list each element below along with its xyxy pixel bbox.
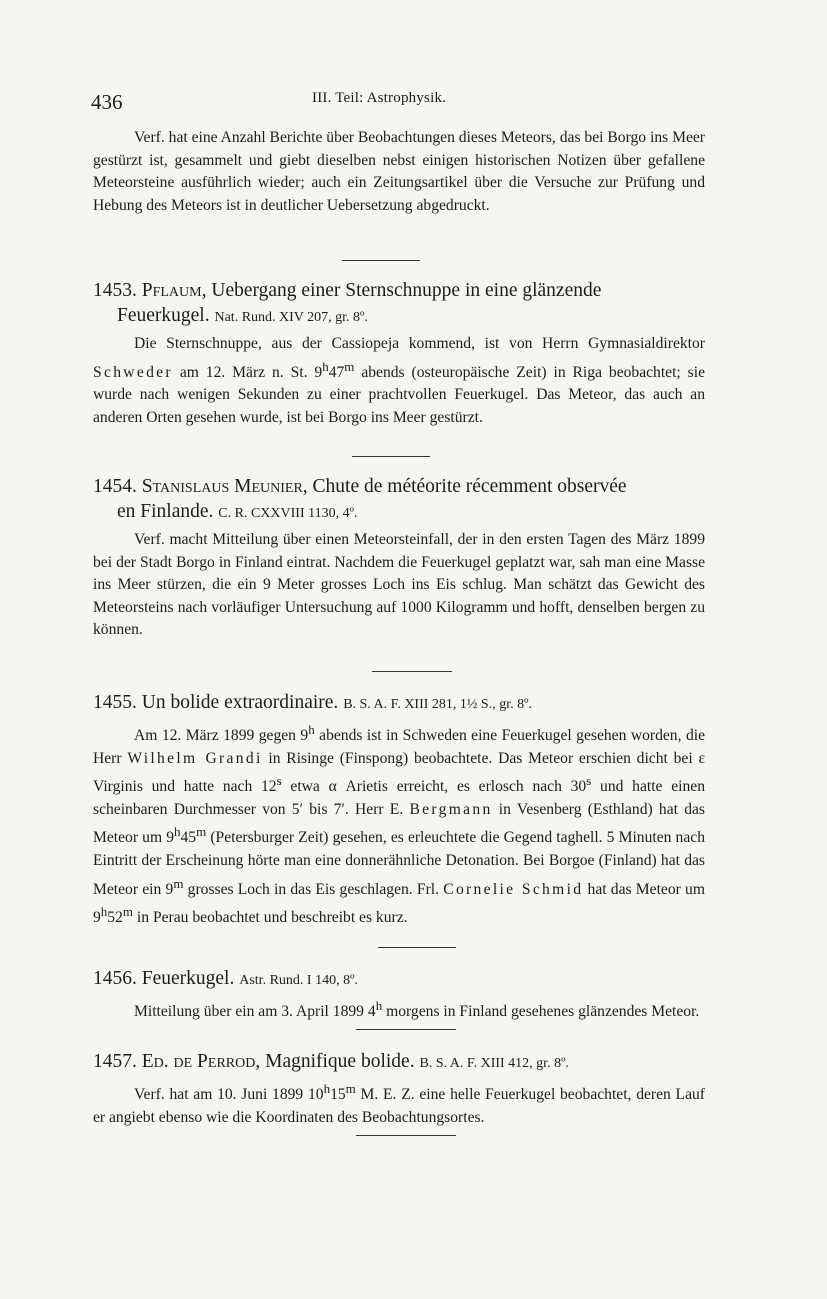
- entry-1457: [93, 1049, 705, 1129]
- person-name: Wilhelm Grandi: [127, 749, 263, 767]
- entry-body: Am 12. März 1899 gegen 9$^h$ abends ist in Schweden eine Feuerkugel gesehen worden, die Herr Wilhelm Grandi in Risinge (Finspong) beobachtete. Das Meteor erschien dicht bei ε Virginis und hatte nach 12$^s$ etwa α Arietis erreicht, es erlosch nach 30$^s$ und hatte einen scheinbaren Durchmesser von 5′ bis 7′. Herr E. Bergmann in Vesenberg (Esthland) hat das Meteor um 9$^h$45$^m$ (Petersburger Zeit) gesehen, es erleuchtete die Gegend taghell. 5 Minuten nach Eintritt der Erscheinung hörte man eine donnerähnliche Detonation. Bei Borgoe (Finland) hat das Meteor ein 9$^m$ grosses Loch in das Eis geschlagen. Frl. Cornelie Schmid hat das Meteor um 9$^h$52$^m$ in Perau beobachtet und beschreibt es kurz.: [93, 722, 706, 927]
- entry-title: Uebergang einer Sternschnuppe in eine glänzende: [211, 280, 602, 301]
- entry-author: Pflaum,: [141, 280, 207, 301]
- entry-heading: [93, 966, 705, 993]
- entry-source: Nat. Rund. XIV 207, gr. 8º.: [214, 310, 368, 325]
- page-number: 436: [91, 90, 123, 114]
- entry-heading: [93, 474, 705, 526]
- person-name: Schweder: [93, 363, 173, 381]
- entry-1453: [93, 278, 705, 429]
- section-divider: [356, 1135, 456, 1136]
- entry-heading: [93, 690, 705, 717]
- entry-number: 1455.: [93, 692, 137, 713]
- entry-title: Magnifique bolide.: [265, 1051, 415, 1072]
- entry-heading: [93, 278, 705, 330]
- entry-author: Stanislaus Meunier,: [141, 476, 308, 497]
- entry-number: 1453.: [93, 280, 137, 301]
- entry-source: Astr. Rund. I 140, 8º.: [239, 973, 358, 988]
- entry-title: Un bolide extraordinaire.: [141, 692, 339, 713]
- entry-number: 1456.: [93, 968, 137, 989]
- section-divider: [378, 947, 456, 948]
- entry-1455: [93, 690, 705, 930]
- entry-heading: [93, 1049, 705, 1076]
- entry-body: Verf. hat am 10. Juni 1899 10$^h$15$^m$ M. E. Z. eine helle Feuerkugel beobachtet, deren Lauf er angiebt ebenso wie die Koordinaten des Beobachtungsortes.: [93, 1081, 705, 1126]
- entry-title: Feuerkugel.: [141, 968, 235, 989]
- entry-body: Die Sternschnuppe, aus der Cassiopeja kommend, ist von Herrn Gymnasialdirektor Schweder am 12. März n. St. 9$^h$47$^m$ abends (osteuropäische Zeit) in Riga beobachtet; sie wurde nach wenigen Sekunden zu einer prachtvollen Feuerkugel. Das Meteor, das auch an anderen Orten gesehen wurde, ist bei Borgo ins Meer gestürzt.: [93, 335, 705, 426]
- entry-source: C. R. CXXVIII 1130, 4º.: [218, 506, 358, 521]
- section-divider: [372, 671, 452, 672]
- entry-author: Ed. de Perrod,: [141, 1051, 261, 1072]
- entry-body: Verf. macht Mitteilung über einen Meteorsteinfall, der in den ersten Tagen des März 1899 bei der Stadt Borgo in Finland eintrat. Nachdem die Feuerkugel geplatzt war, sah man eine Masse ins Meer stürzen, die ein 9 Meter grosses Loch ins Eis schlug. Man schätzt das Gewicht des Meteorsteins nach vorläufiger Untersuchung auf 1000 Kilogramm und hofft, denselben bergen zu können.: [93, 531, 705, 638]
- entry-source: B. S. A. F. XIII 412, gr. 8º.: [419, 1056, 569, 1071]
- entry-title: Chute de météorite récemment observée: [312, 476, 627, 497]
- person-name: Bergmann: [409, 800, 493, 818]
- person-name: Cornelie Schmid: [443, 880, 584, 898]
- section-divider: [356, 1029, 456, 1030]
- entry-source: B. S. A. F. XIII 281, 1½ S., gr. 8º.: [343, 697, 532, 712]
- entry-number: 1457.: [93, 1051, 137, 1072]
- entry-number: 1454.: [93, 476, 137, 497]
- section-divider: [352, 456, 430, 457]
- entry-title-continued: Feuerkugel.: [117, 305, 210, 326]
- entry-body: Mitteilung über ein am 3. April 1899 4$^h$ morgens in Finland gesehenes glänzendes Meteor.: [134, 998, 700, 1021]
- intro-paragraph: [93, 127, 705, 217]
- entry-title-continued: en Finlande.: [117, 501, 214, 522]
- entry-1454: [93, 474, 705, 642]
- entry-1456: [93, 966, 705, 1024]
- intro-text: Verf. hat eine Anzahl Berichte über Beobachtungen dieses Meteors, das bei Borgo ins Meer gestürzt ist, gesammelt und giebt dieselben nebst einigen historischen Notizen über gefallene Meteorsteine ausführlich wieder; auch ein Zeitungsartikel über die Versuche zur Prüfung und Hebung des Meteors ist in deutlicher Uebersetzung abgedruckt.: [93, 129, 705, 214]
- section-divider: [342, 260, 420, 261]
- running-title: III. Teil: Astrophysik.: [312, 90, 447, 106]
